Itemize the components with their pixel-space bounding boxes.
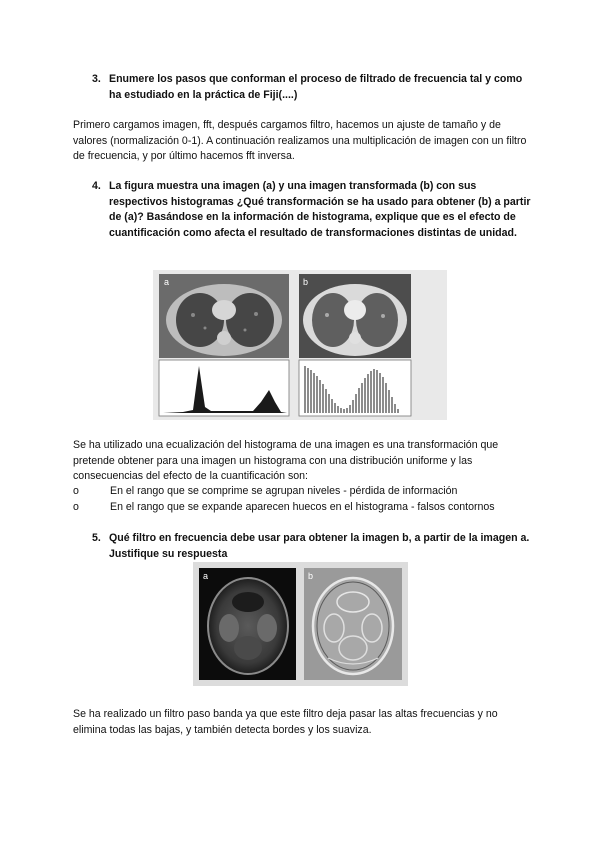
bullet-text: En el rango que se comprime se agrupan niveles - pérdida de información	[110, 485, 458, 497]
panel-label-b: b	[303, 277, 309, 287]
question-number: 3.	[92, 73, 101, 85]
question-4	[92, 179, 532, 241]
question-text: Qué filtro en frecuencia debe usar para obtener la imagen b, a partir de la imagen a. Justifique su respuesta	[109, 532, 530, 560]
question-3	[92, 72, 532, 103]
answer-5: Se ha realizado un filtro paso banda ya que este filtro deja pasar las altas frecuencias y no elimina todas las bajas, y también detecta bordes y los suaviza.	[73, 708, 498, 736]
panel-label-a: a	[203, 571, 209, 581]
question-text: La figura muestra una imagen (a) y una imagen transformada (b) con sus respectivos histogramas ¿Qué transformación se ha usado para obtener (b) a partir de (a)? Basándose en la información de histograma, explique que es el efecto de cuantificación como afecta el resultado de transformaciones distintas de unidad.	[109, 180, 531, 239]
ct-image-a	[159, 274, 289, 358]
question-number: 5.	[92, 532, 101, 544]
histogram-a	[159, 360, 289, 416]
answer-3: Primero cargamos imagen, fft, después cargamos filtro, hacemos un ajuste de tamaño y de valores (normalización 0-1). A continuación realizamos una multiplicación de imagen con un filtro de frecuencia, y por último hacemos fft inversa.	[73, 119, 527, 163]
panel-label-a: a	[164, 277, 170, 287]
bullet-marker: o	[73, 501, 79, 513]
question-text: Enumere los pasos que conforman el proceso de filtrado de frecuencia tal y como ha estudiado en la práctica de Fiji(....)	[109, 73, 523, 101]
answer-4: Se ha utilizado una ecualización del histograma de una imagen es una transformación que pretende obtener para una imagen un histograma con una distribución uniforme y las consecuencias del efecto de la cuantificación son:	[73, 439, 499, 483]
question-5	[92, 531, 532, 562]
mri-image-b	[304, 568, 402, 680]
ct-image-b	[299, 274, 411, 358]
panel-label-b: b	[308, 571, 314, 581]
ct-histogram-figure	[153, 270, 447, 420]
mri-image-a	[199, 568, 296, 680]
mri-filter-figure	[193, 562, 408, 686]
bullet-text: En el rango que se expande aparecen huecos en el histograma - falsos contornos	[110, 501, 495, 513]
bullet-marker: o	[73, 485, 79, 497]
histogram-b	[299, 360, 411, 416]
question-number: 4.	[92, 180, 101, 192]
